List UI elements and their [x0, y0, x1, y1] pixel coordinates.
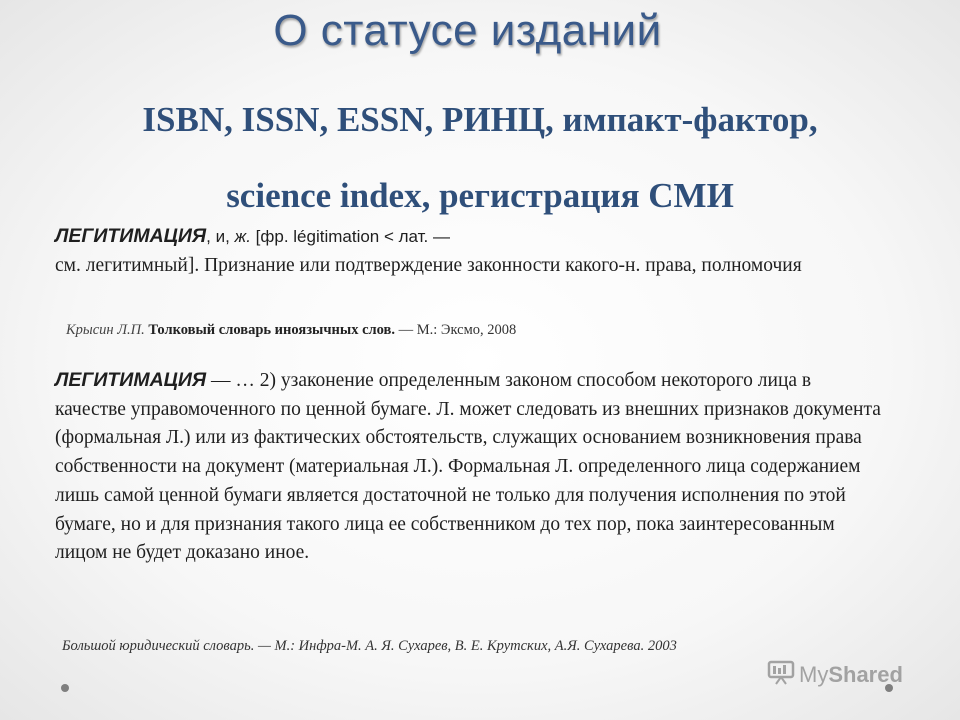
presentation-icon	[767, 659, 795, 691]
definition-2-term: ЛЕГИТИМАЦИЯ	[55, 369, 207, 391]
definition-1-etymology: [фр. légitimation < лат. —	[250, 227, 450, 246]
source-2-text: Большой юридический словарь. — М.: Инфра-М. А. Я. Сухарев, В. Е. Крутских, А.Я. Сухарева. 2003	[62, 638, 677, 654]
definition-1-grammar: , и,	[206, 227, 235, 246]
source-1-publisher: — М.: Эксмо, 2008	[398, 322, 517, 338]
definition-2-text: — … 2) узаконение определенным законом способом некоторого лица в качестве управомоченного по ценной бумаге. Л. может следовать из внешних признаков документа (формальная Л.) или из фактических обстоятельств, служащих основанием возникновения права собственности на документ (материальная Л.). Формальная Л. определенного лица содержанием лишь самой ценной бумаги является достаточной не только для получения исполнения по этой бумаге, но и для признания такого лица ее собственником до тех пор, пока заинтересованным лицом не будет доказано иное.	[55, 370, 881, 564]
source-1-author: Крысин Л.П.	[66, 322, 145, 338]
watermark-my: My	[799, 662, 829, 687]
definition-1	[55, 222, 885, 280]
source-1-book: Толковый словарь иноязычных слов.	[148, 322, 395, 338]
definition-2-source	[62, 638, 677, 655]
definition-1-text: см. легитимный]. Признание или подтверждение законности какого-н. права, полномочия	[55, 254, 802, 276]
definition-2	[55, 366, 885, 568]
slide-title: О статусе изданий	[273, 6, 662, 55]
slide-subtitle-line1: ISBN, ISSN, ESSN, РИНЦ, импакт-фактор,	[142, 100, 818, 139]
watermark-shared: Shared	[828, 662, 903, 687]
slide-subtitle-line2: science index, регистрация СМИ	[226, 176, 734, 215]
slide-bullet-dot-left	[61, 684, 69, 692]
definition-1-term: ЛЕГИТИМАЦИЯ	[55, 225, 207, 247]
definition-1-source	[66, 322, 516, 339]
myshared-watermark	[767, 658, 903, 692]
definition-1-gender: ж.	[234, 227, 251, 246]
